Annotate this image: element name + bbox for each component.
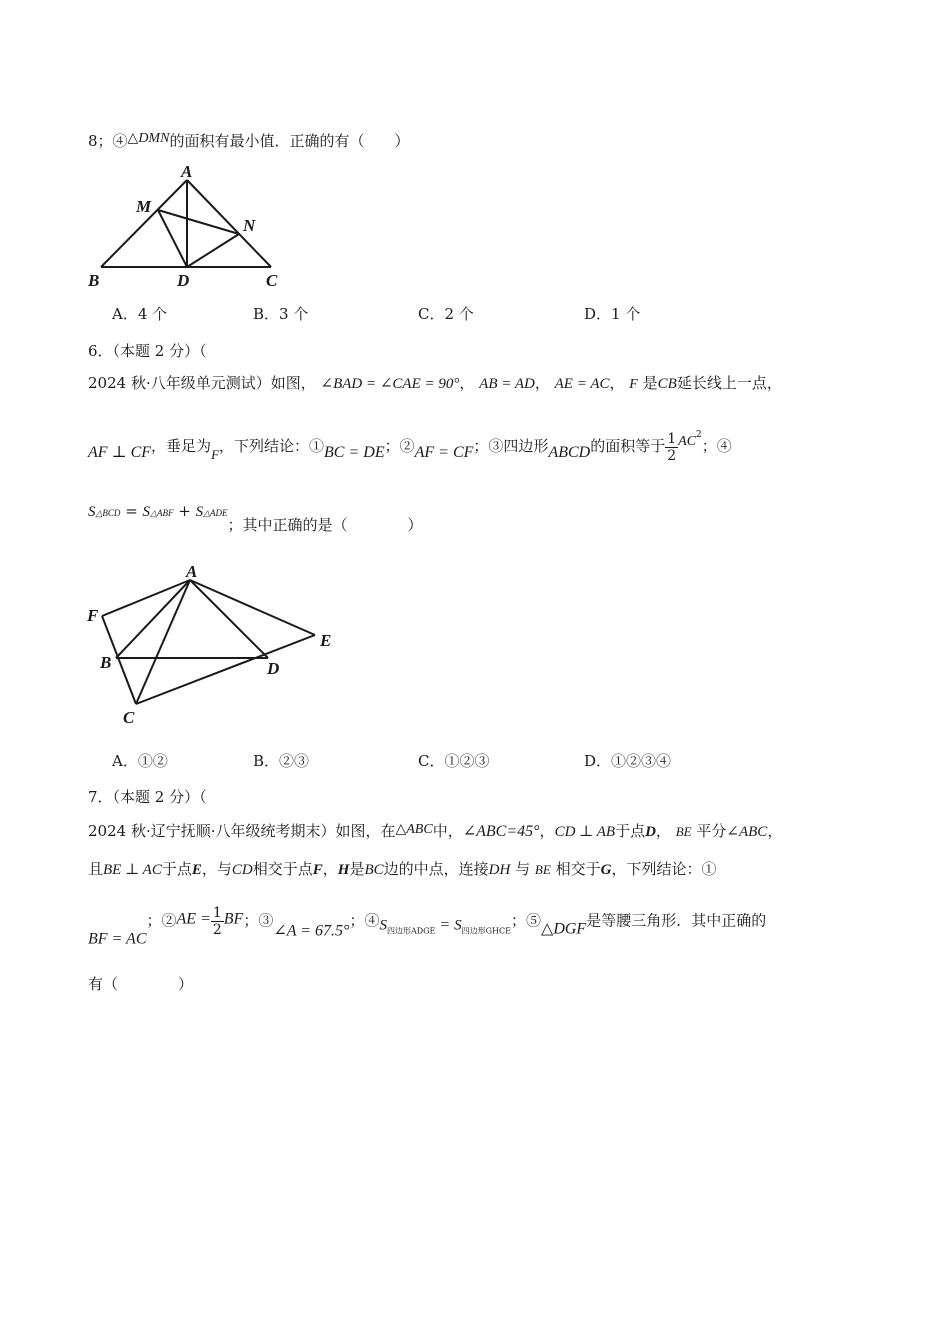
q7-text-intersect: 相交于点 [252,860,313,878]
q6-abcd: ABCD [548,444,591,461]
q6-header: 6．（本题 2 分）（ [88,342,207,360]
q7-text-isosceles: 是等腰三角形．其中正确的 [586,911,767,930]
q6-option-d[interactable]: D．①②③④ [584,752,672,770]
q7-triangle-dgf: △DGF [541,920,587,938]
q7-text-conclusions: ，下列结论：① [611,860,717,878]
q7-bc: BC [364,862,384,878]
segment-ac [187,180,271,267]
label-n: N [243,216,256,235]
q7-s-adge: S [379,917,387,934]
q6-option-a[interactable]: A．①② [112,752,168,770]
q7-bf: BF [223,910,244,928]
q6-line1 [88,372,782,393]
q7-point-f: F [312,862,323,878]
q7-line1 [88,820,782,841]
figure-quadrilateral-abcd [80,560,350,730]
q6-bc-de: BC = DE [324,444,385,461]
q7-triangle-abc: △ABC [395,822,433,837]
q7-text-in: 中， [432,822,463,840]
q6-frac-num: 1 [667,430,677,447]
q6-af-perp-cf: AF ⊥ CF [88,444,152,461]
q6-option-b[interactable]: B．②③ [253,752,310,770]
q6-option-c[interactable]: C．①②③ [418,752,490,770]
q6-text-shi: 是 [642,374,658,392]
q7-sep1: ， [539,822,555,840]
label-d2: D [267,659,280,678]
q6-text-4: ；④ [701,437,732,455]
label-a2: A [186,562,198,581]
q7-text-with: ，与 [201,860,232,878]
q7-half-fraction [211,905,224,938]
q7-text-4: ；④ [349,911,380,930]
q5-suffix: 的面积有最小值．正确的有（ ） [169,132,410,150]
label-a: A [181,162,193,181]
q6-af-cf: AF = CF [414,444,474,461]
q5-triangle-dmn: △DMN [127,131,170,146]
label-d: D [177,271,190,290]
q6-plus: + [173,502,196,520]
q7-cd: CD [231,862,253,878]
q7-frac-num: 1 [212,905,222,921]
q7-point-h: H [337,862,350,878]
segment-ab [101,180,187,267]
q7-cd-perp-ab: CD ⊥ AB [554,824,616,840]
q6-point-f: F [629,377,638,392]
q6-sub-abf: △ABF [150,508,174,518]
q6-extension-text: 延长线上一点， [676,374,782,392]
q7-frac-den: 2 [212,922,222,938]
label-e2: E [320,631,332,650]
q7-line4: 有（ ） [88,975,194,993]
segment-ce2 [136,635,315,704]
q6-line2 [88,430,732,464]
q6-cond-angles: ∠BAD = ∠CAE = 90° [320,376,460,392]
q6-which-correct: ；其中正确的是（ ） [227,516,423,534]
q7-sep4: ， [322,860,338,878]
q5-conclusion-line [88,130,409,151]
label-b2: B [100,653,112,672]
q7-s-ghce: S [454,917,462,934]
q7-sub-ghce: 四边形GHCE [461,926,511,936]
label-f2: F [87,606,99,625]
q7-text-at2: 于点 [161,860,192,878]
q5-option-b[interactable]: B．3 个 [253,305,309,323]
label-m: M [136,197,152,216]
q7-text-5: ；⑤ [511,911,542,930]
q6-sep1: ， [459,374,475,392]
q7-text-intersect2: 相交于 [555,860,601,878]
q7-text-2: ；② [146,911,177,930]
q7-point-d: D [645,824,656,840]
q5-option-c[interactable]: C．2 个 [418,305,474,323]
q7-point-g: G [600,862,612,878]
q7-bf-ac: BF = AC [88,930,147,948]
q7-text-midpoint: 边的中点，连接 [383,860,489,878]
q6-s3: S [195,504,204,520]
q7-text-is: 是 [349,860,365,878]
q7-text-with2: 与 [515,860,531,878]
q6-s2: S [142,504,151,520]
q7-dh: DH [488,862,511,878]
q6-cb: CB [657,376,677,392]
q5-option-a[interactable]: A．4 个 [112,305,168,323]
q7-text-3: ；③ [243,911,274,930]
q6-text-2: ；② [384,437,415,455]
q6-ac: AC [678,434,697,449]
q6-line3 [88,500,423,534]
q7-be: BE [675,824,692,839]
q7-text-and: 且 [88,860,104,878]
q6-half-fraction [665,431,678,464]
q6-foot-f: F [211,447,220,462]
q7-text-at: 于点 [615,822,646,840]
segment-ae2 [190,580,315,635]
q7-point-e: E [191,862,202,878]
q7-be2: BE [534,862,551,877]
q7-sub-adge: 四边形ADGE [386,926,436,936]
q6-square: 2 [696,430,702,440]
q6-sub-ade: △ADE [203,508,228,518]
q6-text-foot: ，垂足为 [151,437,212,455]
q6-text-3: ；③四边形 [473,437,549,455]
q7-header: 7．（本题 2 分）（ [88,788,207,806]
label-c2: C [123,708,135,727]
segment-md [158,210,187,267]
q7-angle-a: ∠A = 67.5° [273,922,350,940]
q7-sep2: ， [655,822,671,840]
q6-cond-ab-ad: AB = AD [479,376,535,392]
q5-prefix: 8；④ [88,132,128,150]
q6-sep3: ， [609,374,625,392]
q6-cond-ae-ac: AE = AC [554,376,610,392]
q7-ae: AE = [176,910,211,928]
q7-text-bisect: 平分 [696,822,727,840]
q7-source: 2024 秋·辽宁抚顺·八年级统考期末）如图，在 [88,822,396,840]
q5-option-d[interactable]: D．1 个 [584,305,641,323]
q6-source: 2024 秋·八年级单元测试）如图， [88,374,316,392]
q7-line3 [88,905,766,949]
q6-text-area: 的面积等于 [590,437,666,455]
q7-be-perp-ac: BE ⊥ AC [103,862,162,878]
q7-angle-abc-45: ∠ABC=45° [462,823,540,840]
segment-ad2 [190,580,268,658]
q7-sep3: ， [767,822,783,840]
label-b: B [88,271,100,290]
q6-sub-bcd: △BCD [95,508,121,518]
q7-angle-abc: ∠ABC [726,824,768,840]
q6-eq: = [120,502,143,520]
label-c: C [266,271,278,290]
q7-eq: = [435,916,455,934]
figure-triangle-abc-mdn [80,158,300,293]
q6-frac-den: 2 [667,447,677,464]
q7-line2 [88,858,716,879]
segment-ab2 [116,580,190,658]
q6-s1: S [88,504,96,520]
q6-text-conclusions: ，下列结论：① [219,437,325,455]
q6-sep2: ， [534,374,550,392]
segment-nd [187,234,239,267]
